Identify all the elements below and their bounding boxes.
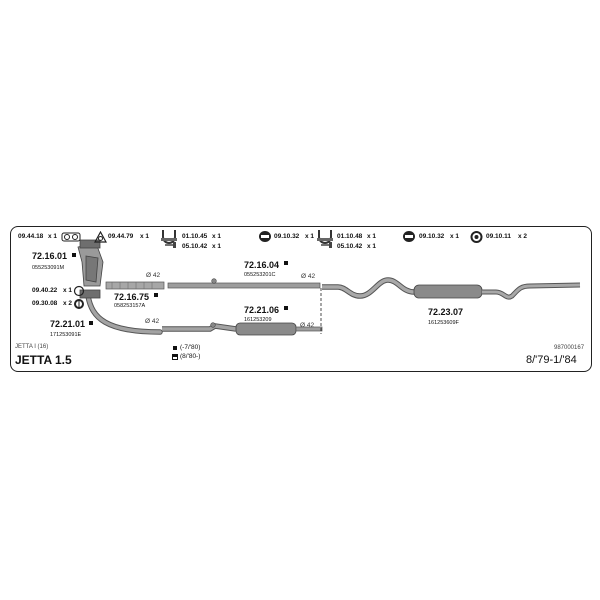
bolt-icon [320, 240, 334, 250]
square-marker-icon [173, 346, 177, 350]
hardware-code: 01.10.45 [182, 233, 208, 240]
diameter-label: Ø 42 [300, 322, 315, 329]
oem-number: 171253091E [50, 332, 82, 338]
hardware-qty: x 1 [63, 287, 73, 294]
part-number: 72.16.01 [32, 251, 68, 261]
bolt-icon [164, 240, 178, 250]
flex-pipe-72-16-75-drawing [106, 282, 164, 289]
oem-number: 055253091M [32, 265, 65, 271]
rubber-hanger-icon [258, 230, 272, 243]
double-ring-gasket-icon [61, 231, 81, 243]
oem-number: 161253209 [244, 317, 272, 323]
oem-number: 058253157A [114, 303, 146, 309]
legend-label: (8/'80-) [180, 353, 201, 360]
hardware-qty: x 1 [367, 243, 377, 250]
part-number: 72.21.06 [244, 305, 280, 315]
set-code: 987000167 [554, 345, 585, 351]
hardware-code: 09.10.32 [419, 233, 445, 240]
hardware-code: 05.10.42 [337, 243, 363, 250]
hardware-qty: x 1 [367, 233, 377, 240]
nut-bolt-icon [73, 298, 85, 310]
part-number: 72.23.07 [428, 307, 464, 317]
part-number: 72.16.04 [244, 260, 280, 270]
hardware-code: 09.30.08 [32, 300, 58, 307]
square-marker-icon [284, 261, 288, 265]
oem-number: 161253609F [428, 320, 459, 326]
hardware-qty: x 1 [140, 233, 150, 240]
oem-number: 055253201C [244, 272, 276, 278]
rubber-hanger-icon [402, 230, 416, 243]
hardware-code: 09.44.18 [18, 233, 44, 240]
hardware-qty: x 1 [450, 233, 460, 240]
hardware-code: 09.44.79 [108, 233, 134, 240]
hardware-qty: x 2 [63, 300, 73, 307]
diameter-label: Ø 42 [301, 273, 316, 280]
downpipe-72-16-01-drawing [78, 240, 103, 286]
diameter-label: Ø 42 [146, 272, 161, 279]
rubber-ring-icon [470, 231, 483, 243]
hardware-code: 01.10.48 [337, 233, 363, 240]
hardware-qty: x 1 [305, 233, 315, 240]
model-title: JETTA 1.5 [15, 353, 72, 367]
front-pipe-72-21-06-drawing [162, 323, 322, 335]
legend-label: (-7/'80) [180, 344, 201, 351]
hardware-qty: x 1 [212, 243, 222, 250]
half-square-marker-icon [172, 354, 179, 361]
diameter-label: Ø 42 [145, 318, 160, 325]
square-marker-icon [72, 253, 76, 257]
half-square-marker-icon [89, 321, 93, 325]
model-subtitle: JETTA I (16) [15, 344, 49, 350]
hardware-code: 09.10.11 [486, 233, 511, 240]
square-marker-icon [154, 293, 158, 297]
year-range: 8/'79-1/'84 [526, 354, 577, 366]
half-square-marker-icon [284, 306, 288, 310]
hardware-code: 09.40.22 [32, 287, 58, 294]
part-number: 72.21.01 [50, 319, 86, 329]
hardware-qty: x 1 [48, 233, 58, 240]
hardware-code: 09.10.32 [274, 233, 300, 240]
hardware-qty: x 2 [518, 233, 528, 240]
hardware-qty: x 1 [212, 233, 222, 240]
hardware-code: 05.10.42 [182, 243, 208, 250]
front-pipe-72-16-04-drawing [168, 279, 320, 288]
triangle-gasket-icon [94, 231, 107, 243]
part-number: 72.16.75 [114, 292, 150, 302]
rear-silencer-72-23-07-drawing [322, 280, 580, 298]
ring-gasket-icon [73, 285, 85, 297]
